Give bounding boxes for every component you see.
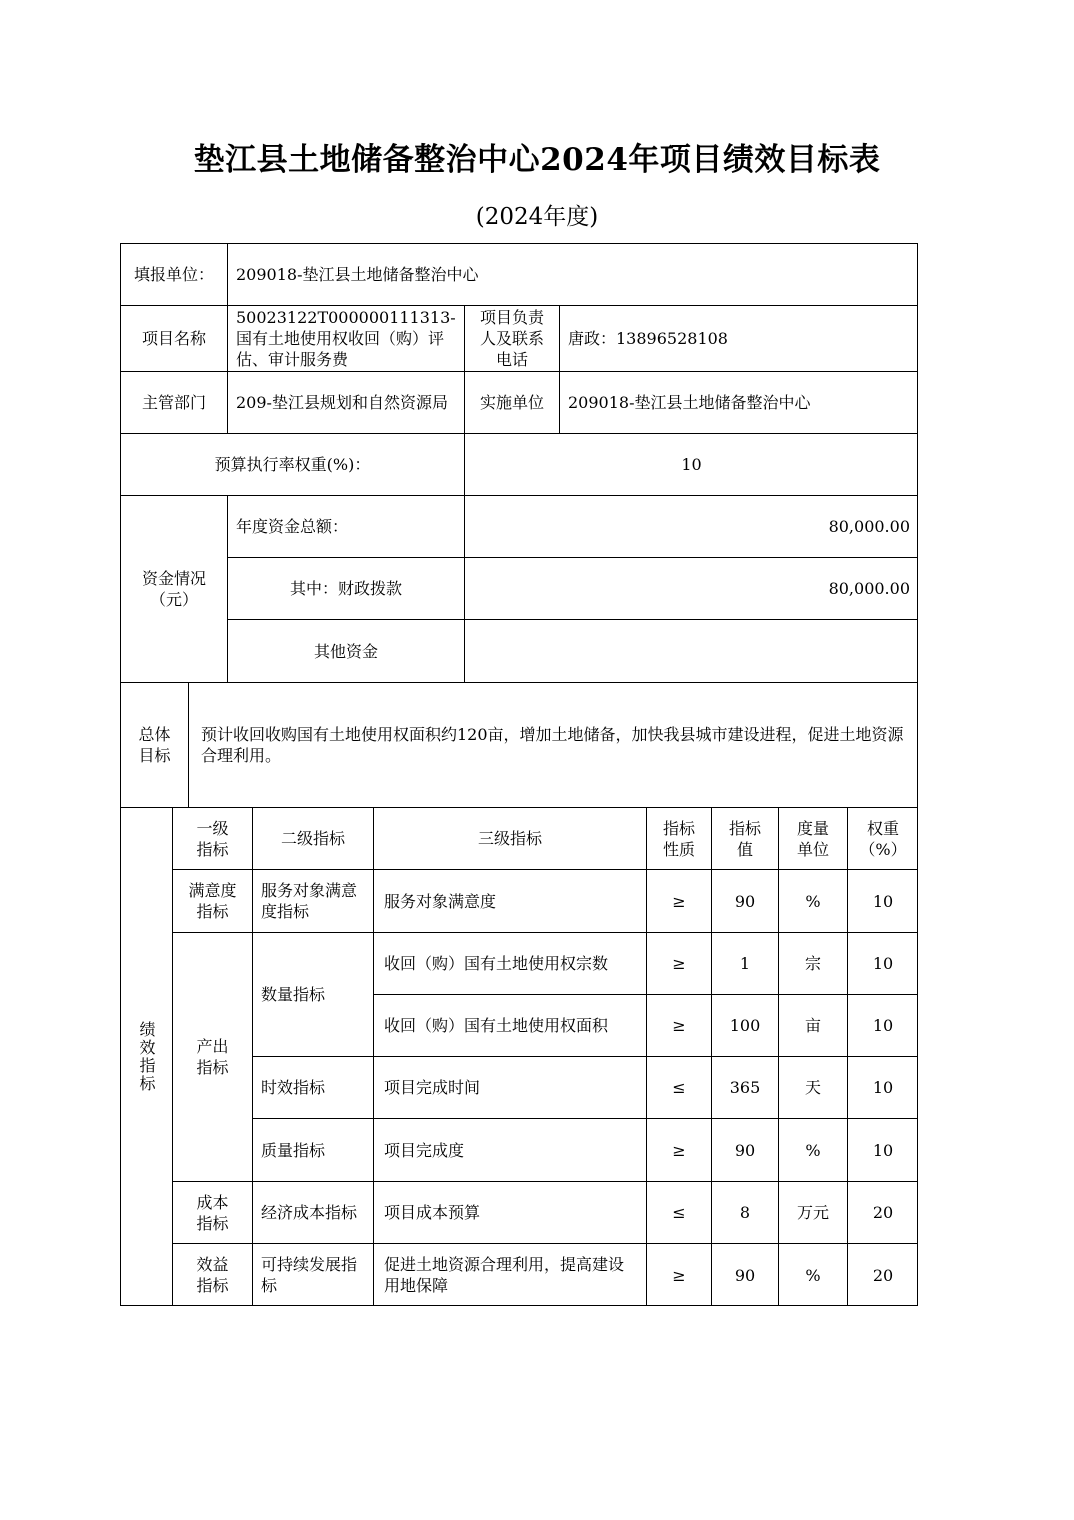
fill-unit-label: 填报单位： [121,244,228,306]
table-row-weight: 10 [848,1057,918,1119]
l1-benefit: 效益指标 [173,1244,253,1306]
l2-economic-cost: 经济成本指标 [253,1182,374,1244]
header-level3: 三级指标 [374,808,647,870]
l1-cost: 成本指标 [173,1182,253,1244]
table-row-value: 1 [712,933,779,995]
fill-unit-value: 209018-垫江县土地储备整治中心 [228,244,918,306]
table-row-nature: ≥ [647,870,712,933]
table-row-nature: ≤ [647,1057,712,1119]
table-row-nature: ≥ [647,995,712,1057]
table-row-unit: % [779,1119,848,1182]
table-row-value: 90 [712,870,779,933]
table-row-value: 365 [712,1057,779,1119]
page-title: 垫江县土地储备整治中心2024年项目绩效目标表 [193,142,881,178]
impl-label: 实施单位 [465,372,560,434]
funds-other-value [465,620,918,683]
funds-total-label: 年度资金总额： [228,496,465,558]
table-row-value: 90 [712,1119,779,1182]
l1-output: 产出指标 [173,933,253,1182]
header-level1: 一级指标 [173,808,253,870]
perf-label-text: 绩效指标 [137,1021,156,1093]
header-value: 指标值 [712,808,779,870]
funds-label: 资金情况（元） [121,496,228,683]
l1-satisfaction: 满意度指标 [173,870,253,933]
table-row-l3: 项目成本预算 [374,1182,647,1244]
table-row-value: 100 [712,995,779,1057]
table-row-weight: 20 [872,1265,894,1285]
table-row-l3: 收回（购）国有土地使用权宗数 [374,933,647,995]
l2-sustainable: 可持续发展指标 [253,1244,374,1306]
performance-table [120,243,918,1306]
table-row-weight: 10 [848,1119,918,1182]
project-name-value: 50023122T000000111313-国有土地使用权收回（购）评估、审计服务费 [228,306,465,372]
dept-value: 209-垫江县规划和自然资源局 [228,372,465,434]
table-row-weight: 10 [848,995,918,1057]
funds-fiscal-value: 80,000.00 [465,558,918,620]
project-lead-label: 项目负责人及联系电话 [465,306,560,372]
table-row-weight: 10 [848,870,918,933]
table-row-l3: 项目完成时间 [374,1057,647,1119]
table-row-unit: 亩 [779,995,848,1057]
table-row-l3: 服务对象满意度 [374,870,647,933]
table-row-nature: ≥ [647,933,712,995]
budget-rate-value: 10 [465,434,918,496]
overall-goal-text: 预计收回收购国有土地使用权面积约120亩，增加土地储备，加快我县城市建设进程，促进土地资源合理利用。 [189,683,918,808]
l2-quantity: 数量指标 [253,933,374,1057]
table-row-l3: 项目完成度 [374,1119,647,1182]
table-row-l3: 促进土地资源合理利用，提高建设用地保障 [374,1244,647,1306]
header-level2: 二级指标 [253,808,374,870]
header-weight: 权重（%） [848,808,918,870]
table-row-unit: % [779,1244,848,1306]
table-row-unit: % [779,870,848,933]
table-row-weight: 10 [848,933,918,995]
table-row-unit: 宗 [779,933,848,995]
project-lead-value: 唐政：13896528108 [560,306,918,372]
l2-timeliness: 时效指标 [253,1057,374,1119]
header-unit: 度量单位 [779,808,848,870]
perf-label [121,808,173,1306]
overall-goal-label: 总体目标 [121,683,189,808]
impl-value: 209018-垫江县土地储备整治中心 [560,372,918,434]
table-row-value: 90 [712,1244,779,1306]
funds-other-label: 其他资金 [228,620,465,683]
l2-quality: 质量指标 [253,1119,374,1182]
table-row-unit: 天 [779,1057,848,1119]
funds-total-value: 80,000.00 [465,496,918,558]
table-row-weight: 20 [848,1182,918,1244]
table-row-unit: 万元 [779,1182,848,1244]
budget-rate-label: 预算执行率权重(%)： [121,434,465,496]
dept-label: 主管部门 [121,372,228,434]
table-row-nature: ≥ [647,1244,712,1306]
table-row-nature: ≥ [647,1119,712,1182]
header-nature: 指标性质 [647,808,712,870]
l2-service-satisfaction: 服务对象满意度指标 [253,870,374,933]
page-subtitle: (2024年度) [475,204,599,230]
table-row-value: 8 [712,1182,779,1244]
funds-fiscal-label: 其中：财政拨款 [228,558,465,620]
project-name-label: 项目名称 [121,306,228,372]
table-row-l3: 收回（购）国有土地使用权面积 [374,995,647,1057]
table-row-nature: ≤ [647,1182,712,1244]
